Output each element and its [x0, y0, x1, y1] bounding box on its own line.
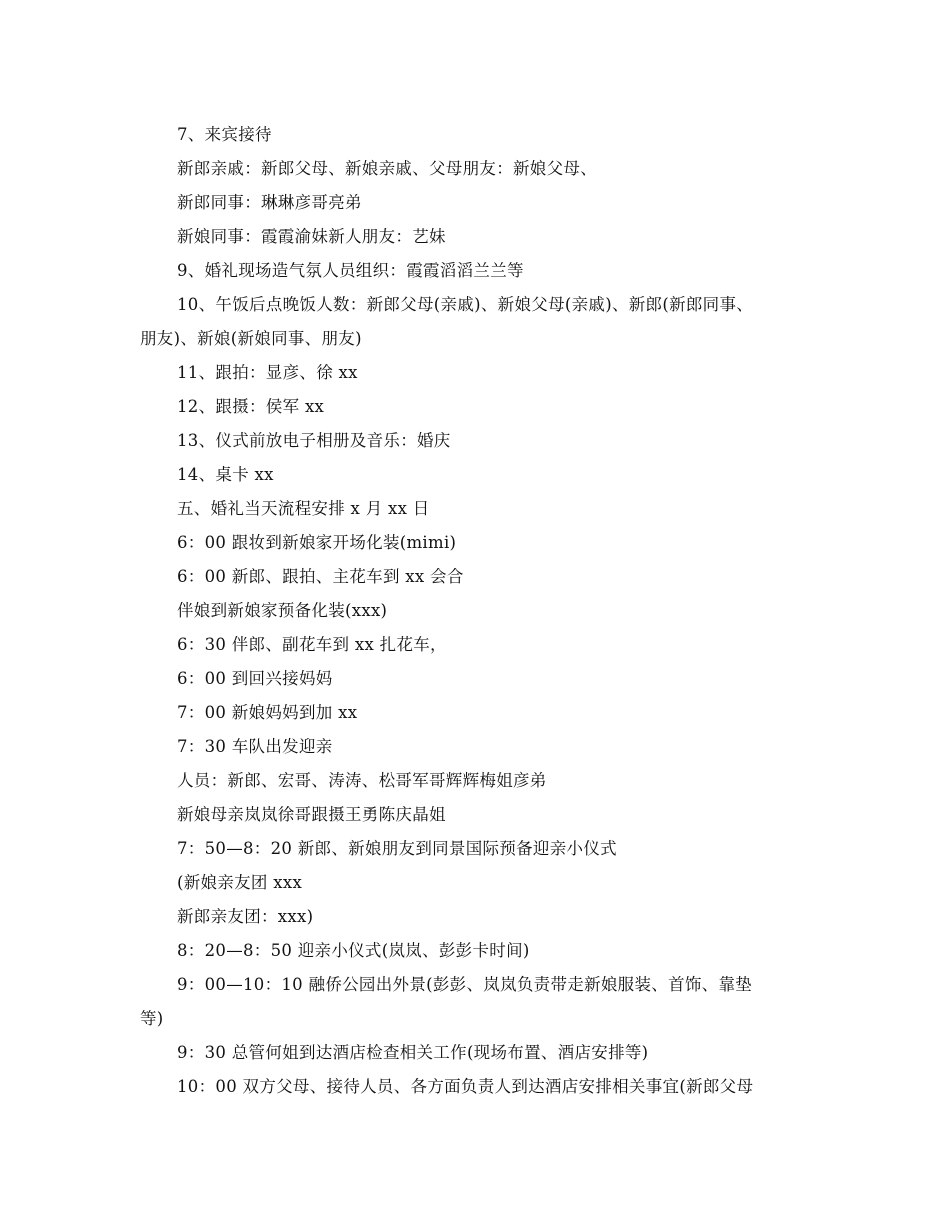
document-line: 8：20—8：50 迎亲小仪式(岚岚、彭彭卡时间): [177, 941, 530, 960]
document-line: 9：30 总管何姐到达酒店检查相关工作(现场布置、酒店安排等): [177, 1043, 649, 1062]
document-line: 6：30 伴郎、副花车到 xx 扎花车，: [177, 635, 447, 654]
document-line: 7：30 车队出发迎亲: [177, 737, 333, 756]
document-line: 等): [140, 1009, 164, 1028]
document-line: 新娘母亲岚岚徐哥跟摄王勇陈庆晶姐: [177, 805, 446, 824]
document-line: 13、仪式前放电子相册及音乐：婚庆: [177, 431, 451, 450]
document-line: 朋友)、新娘(新娘同事、朋友): [140, 329, 362, 348]
document-line: 7：00 新娘妈妈到加 xx: [177, 703, 358, 722]
document-line: 14、桌卡 xx: [177, 465, 274, 484]
document-line: 12、跟摄：侯军 xx: [177, 397, 325, 416]
document-line: 10、午饭后点晚饭人数：新郎父母(亲戚)、新娘父母(亲戚)、新郎(新郎同事、: [177, 295, 754, 314]
document-line: 伴娘到新娘家预备化装(xxx): [177, 601, 388, 620]
document-line: 11、跟拍：显彦、徐 xx: [177, 363, 358, 382]
document-line: 6：00 到回兴接妈妈: [177, 669, 333, 688]
document-line: 10：00 双方父母、接待人员、各方面负责人到达酒店安排相关事宜(新郎父母: [177, 1077, 754, 1096]
document-line: (新娘亲友团 xxx: [177, 873, 303, 892]
document-line: 9：00—10：10 融侨公园出外景(彭彭、岚岚负责带走新娘服装、首饰、靠垫: [177, 975, 753, 994]
document-line: 新郎亲友团：xxx): [177, 907, 314, 926]
document-line: 6：00 新郎、跟拍、主花车到 xx 会合: [177, 567, 464, 586]
document-line: 新郎亲戚：新郎父母、新娘亲戚、父母朋友：新娘父母、: [177, 159, 597, 178]
document-line: 人员：新郎、宏哥、涛涛、松哥军哥辉辉梅姐彦弟: [177, 771, 547, 790]
document-line: 7、来宾接待: [177, 125, 272, 144]
document-line: 新娘同事：霞霞渝妹新人朋友：艺妹: [177, 227, 446, 246]
document-line: 6：00 跟妆到新娘家开场化装(mimi): [177, 533, 457, 552]
document-line: 五、婚礼当天流程安排 x 月 xx 日: [177, 499, 430, 518]
document-line: 9、婚礼现场造气氛人员组织：霞霞滔滔兰兰等: [177, 261, 524, 280]
document-body: [140, 118, 820, 1104]
document-line: 7：50—8：20 新郎、新娘朋友到同景国际预备迎亲小仪式: [177, 839, 617, 858]
document-line: 新郎同事：琳琳彦哥亮弟: [177, 193, 362, 212]
